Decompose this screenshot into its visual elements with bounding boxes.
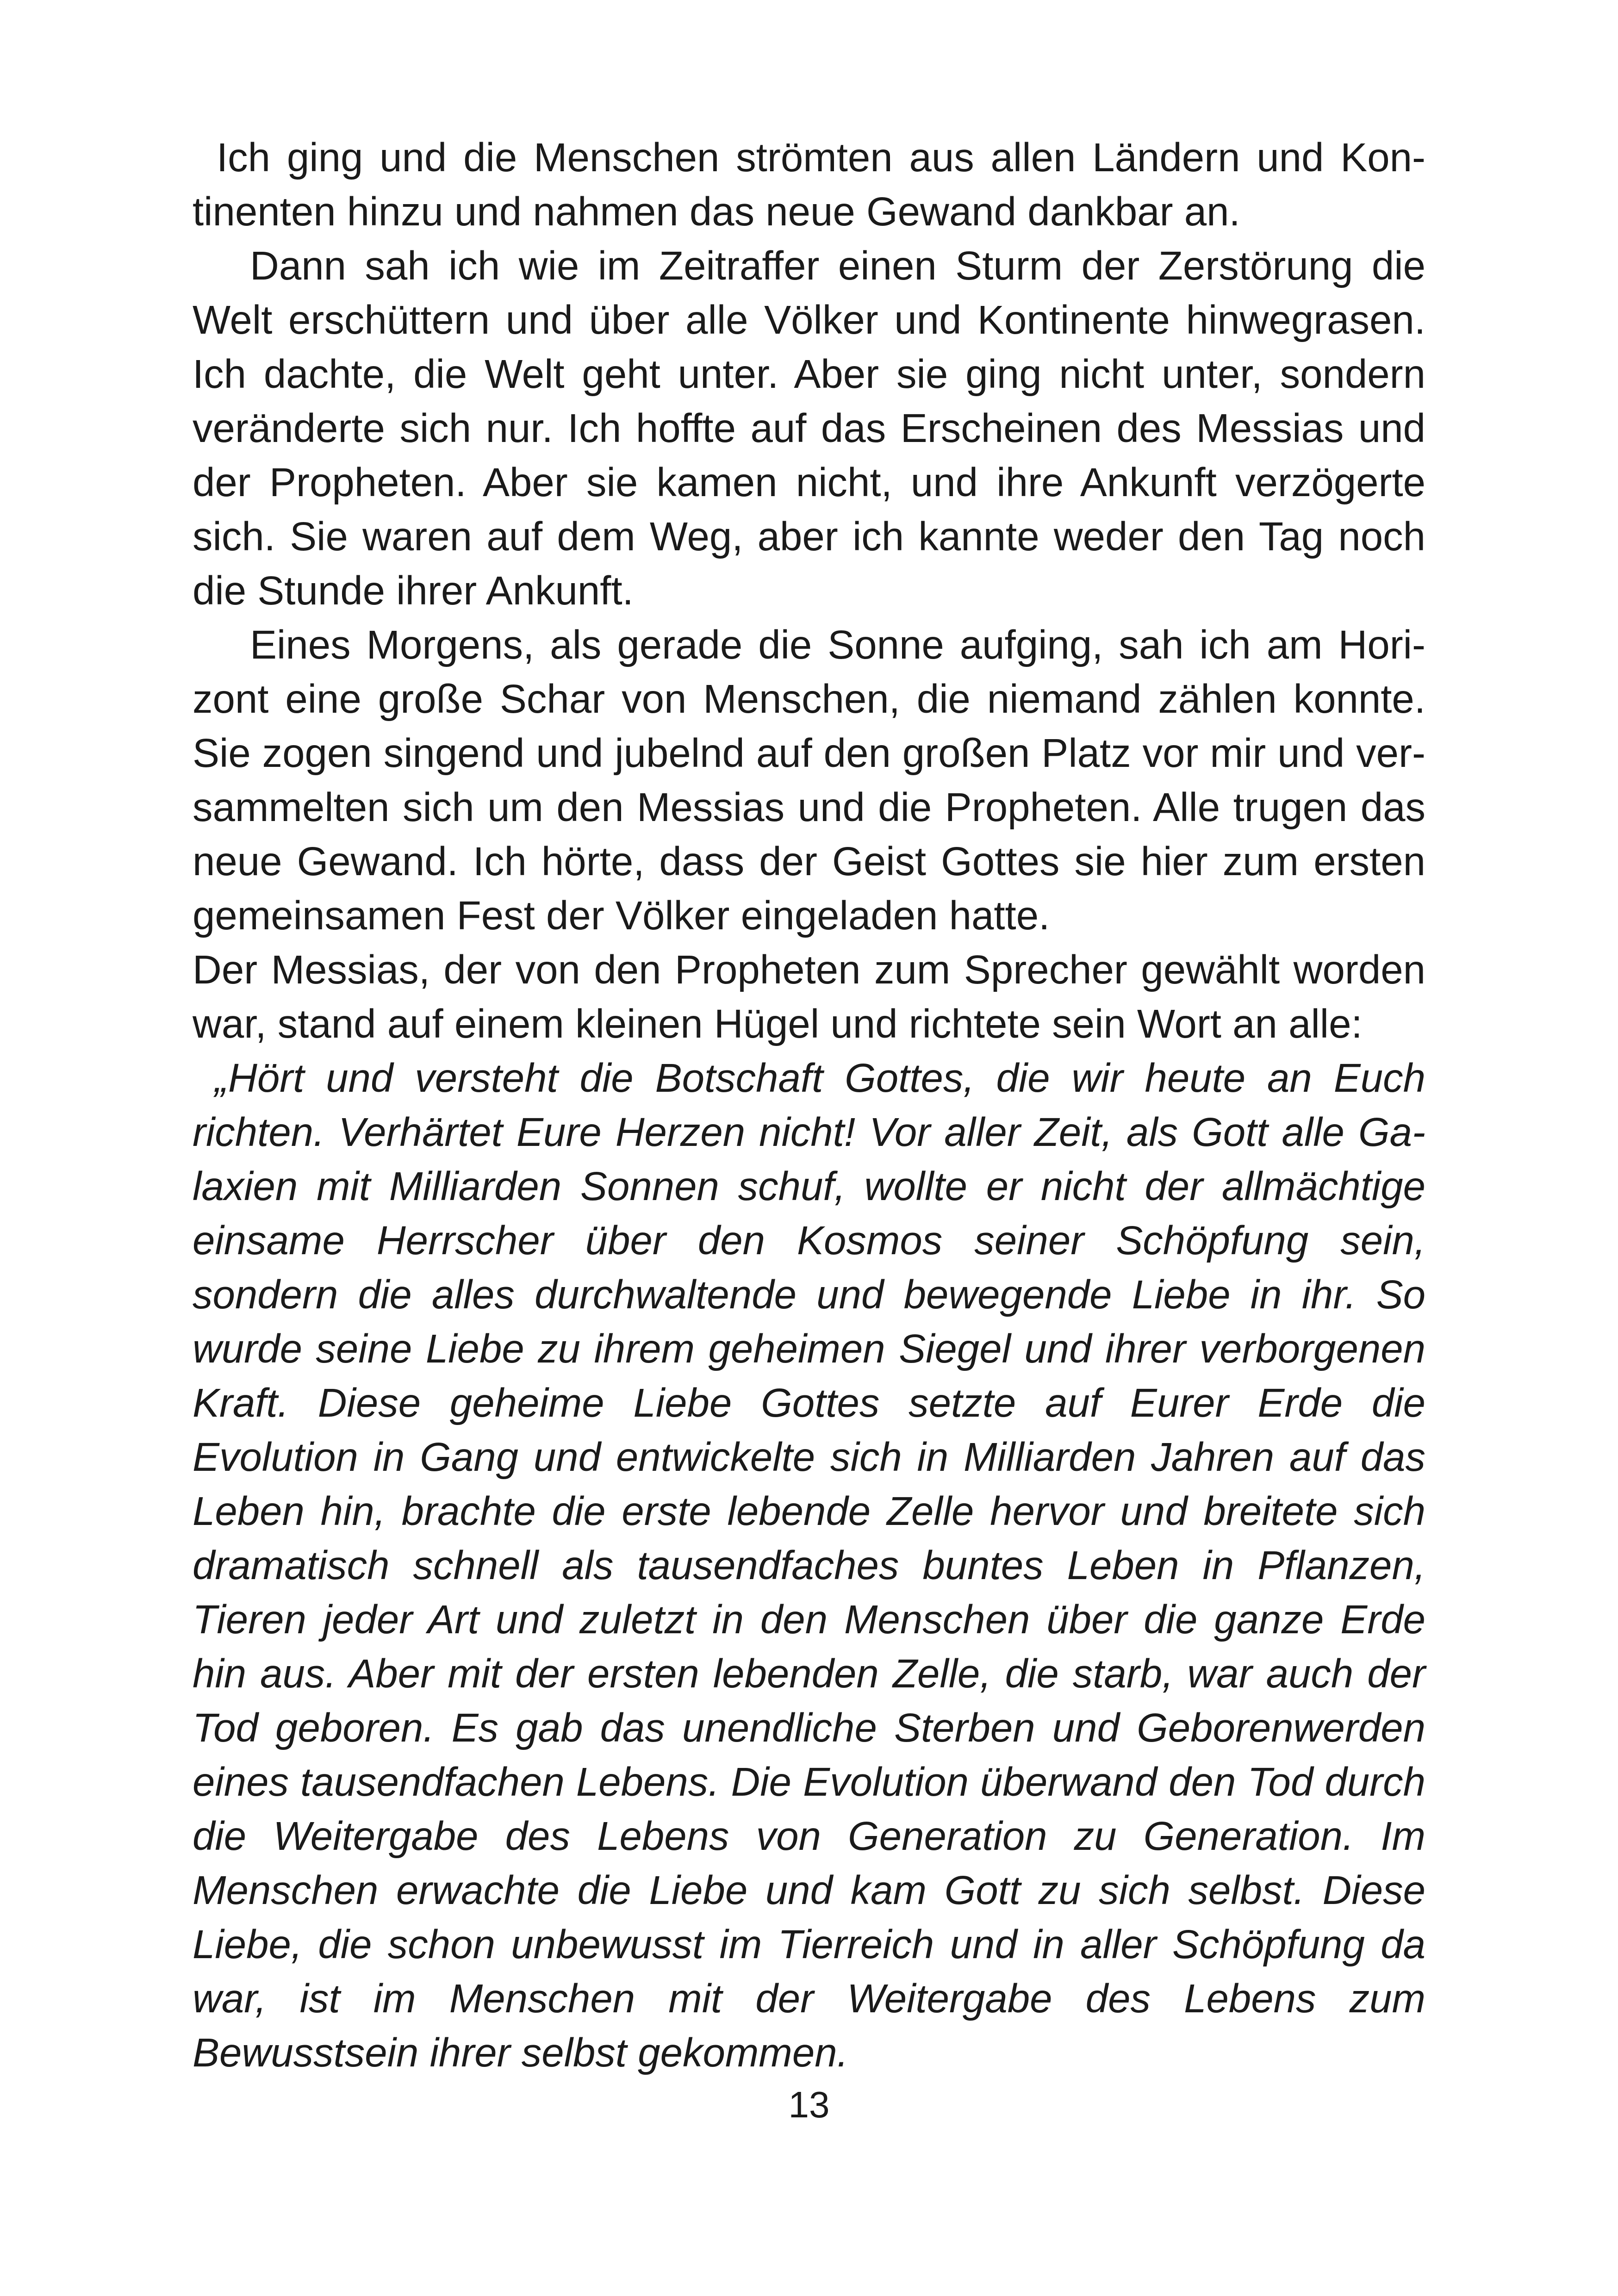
page-body — [193, 131, 1425, 2080]
quote-paragraph: „Hört und versteht die Botschaft Gottes, die wir heute an Euch richten. Verhärtet Eure Herzen nicht! Vor aller Zeit, als Gott alle Galaxien mit Milliarden Sonnen schuf, wollte er nicht der allmächtige einsame Herrscher über den Kosmos seiner Schöpfung sein, sondern die alles durchwaltende und bewegende Liebe in ihr. So wurde seine Liebe zu ihrem geheimen Siegel und ihrer verborgenen Kraft. Diese geheime Liebe Gottes setzte auf Eurer Erde die Evolution in Gang und entwickelte sich in Milliarden Jahren auf das Leben hin, brachte die erste lebende Zelle hervor und breitete sich dramatisch schnell als tausendfaches buntes Leben in Pflanzen, Tieren jeder Art und zuletzt in den Menschen über die ganze Erde hin aus. Aber mit der ersten lebenden Zelle, die starb, war auch der Tod geboren. Es gab das unendliche Sterben und Geborenwerden eines tausendfachen Lebens. Die Evolution überwand den Tod durch die Weitergabe des Lebens von Generation zu Generation. Im Menschen erwachte die Liebe und kam Gott zu sich selbst. Diese Liebe, die schon unbewusst im Tierreich und in aller Schöpfung da war, ist im Menschen mit der Weitergabe des Lebens zum Bewusstsein ihrer selbst gekommen. — [193, 1056, 1425, 2075]
paragraph-4: Der Messias, der von den Propheten zum Sprecher gewählt worden war, stand auf einem kleinen Hügel und richtete sein Wort an alle: — [193, 947, 1425, 1046]
paragraph-3: Eines Morgens, als gerade die Sonne aufging, sah ich am Horizont eine große Schar von Menschen, die niemand zählen konnte. Sie zogen singend und jubelnd auf den großen Platz vor mir und versammelten sich um den Messias und die Propheten. Alle trugen das neue Gewand. Ich hörte, dass der Geist Gottes sie hier zum ersten gemeinsamen Fest der Völker eingeladen hatte. — [193, 622, 1425, 938]
paragraph-2: Dann sah ich wie im Zeitraffer einen Sturm der Zerstörung die Welt erschüttern und über alle Völker und Kontinente hinwegrasen. Ich dachte, die Welt geht unter. Aber sie ging nicht unter, sondern veränderte sich nur. Ich hoffte auf das Erscheinen des Messias und der Propheten. Aber sie kamen nicht, und ihre Ankunft verzögerte sich. Sie waren auf dem Weg, aber ich kannte weder den Tag noch die Stunde ihrer Ankunft. — [193, 243, 1425, 613]
paragraph-1: Ich ging und die Menschen strömten aus allen Ländern und Kontinenten hinzu und nahmen das neue Gewand dankbar an. — [193, 135, 1425, 234]
page-number: 13 — [788, 2084, 830, 2125]
